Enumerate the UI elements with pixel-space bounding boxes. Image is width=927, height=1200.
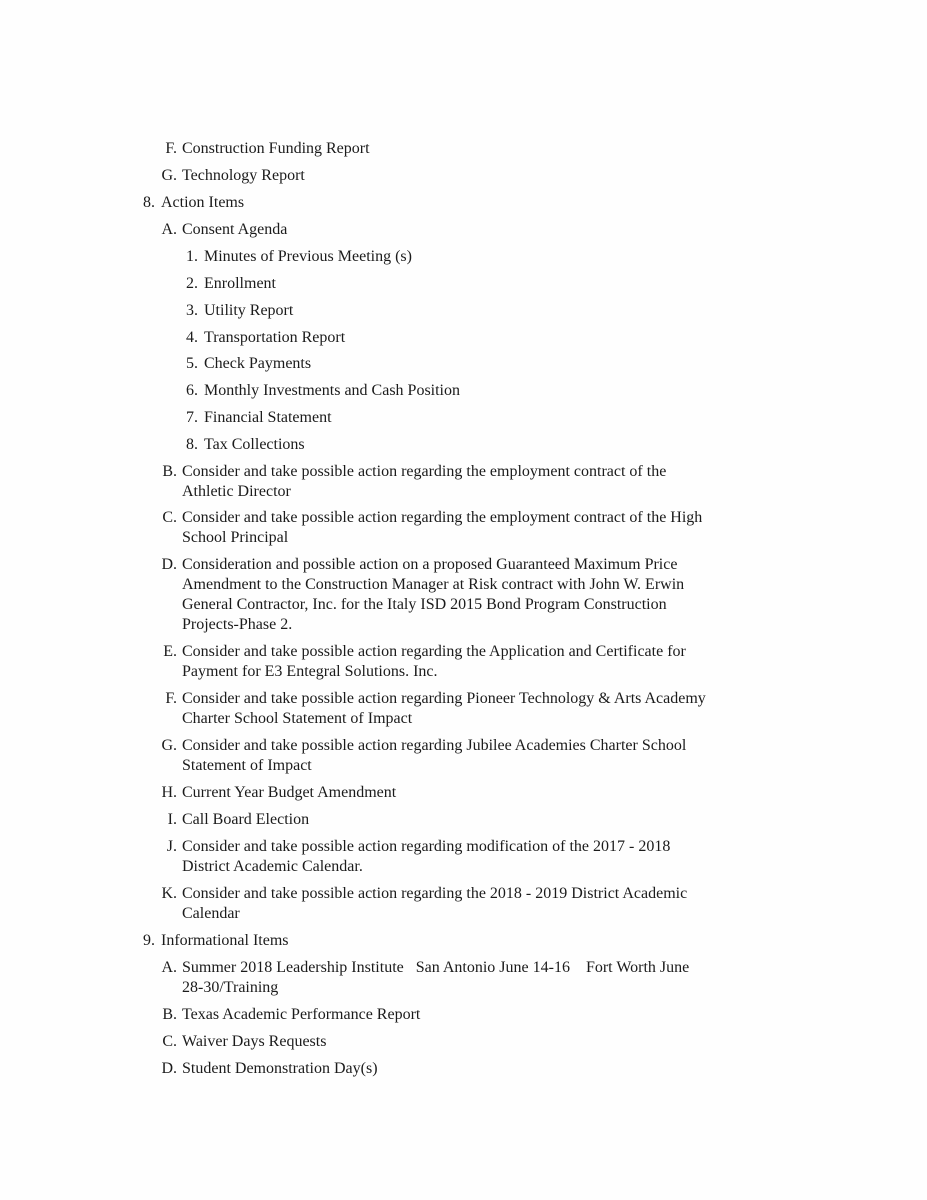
agenda-item-waiver-days <box>150 1032 762 1052</box>
agenda-item-consent-agenda <box>150 220 762 240</box>
item-text-line: Consider and take possible action regarding the employment contract of the <box>182 463 667 480</box>
agenda-item-budget-amendment <box>150 783 762 803</box>
sub-item-text: Minutes of Previous Meeting (s) <box>204 248 412 265</box>
item-text-line: Consideration and possible action on a proposed Guaranteed Maximum Price <box>182 556 678 573</box>
agenda-item-high-school-principal <box>150 508 762 548</box>
item-text-line: General Contractor, Inc. for the Italy ISD 2015 Bond Program Construction <box>182 596 667 613</box>
item-marker: D. <box>161 1060 177 1077</box>
sub-item-text: Financial Statement <box>204 409 332 426</box>
item-text <box>182 958 762 998</box>
item-marker: C. <box>162 1033 177 1050</box>
sub-item-marker: 4. <box>186 329 198 346</box>
item-text-line: Consider and take possible action regarding the 2018 - 2019 District Academic <box>182 885 688 902</box>
item-marker: J. <box>166 838 177 855</box>
sub-item-text: Tax Collections <box>204 436 305 453</box>
item-text-line: Charter School Statement of Impact <box>182 710 413 727</box>
agenda-item-board-election <box>150 810 762 830</box>
sub-item-text: Monthly Investments and Cash Position <box>204 382 460 399</box>
item-text-line: Projects-Phase 2. <box>182 616 293 633</box>
sub-item-marker: 8. <box>186 436 198 453</box>
item-marker: A. <box>161 959 177 976</box>
consent-item-enrollment <box>172 274 744 294</box>
sub-item-text: Transportation Report <box>204 329 346 346</box>
item-marker: H. <box>161 784 177 801</box>
agenda-item-guaranteed-maximum-price <box>150 555 762 635</box>
sub-item-marker: 3. <box>186 302 198 319</box>
sub-item-marker: 1. <box>186 248 198 265</box>
consent-item-minutes <box>172 247 744 267</box>
item-text: Current Year Budget Amendment <box>182 784 397 801</box>
item-marker: K. <box>161 885 177 902</box>
agenda-item-calendar-2018-2019 <box>150 884 762 924</box>
consent-item-financial-statement <box>172 408 744 428</box>
section-title: Action Items <box>161 194 245 211</box>
item-text: Student Demonstration Day(s) <box>182 1060 378 1077</box>
item-text-line: Consider and take possible action regarding modification of the 2017 - 2018 <box>182 838 671 855</box>
agenda-item-jubilee-charter <box>150 736 762 776</box>
item-marker: G. <box>161 737 177 754</box>
item-text: Texas Academic Performance Report <box>182 1006 421 1023</box>
item-text: Technology Report <box>182 167 305 184</box>
agenda-item-construction-funding <box>150 139 762 159</box>
item-marker: B. <box>162 463 177 480</box>
item-marker: F. <box>165 140 177 157</box>
agenda-item-student-demonstration <box>150 1059 762 1079</box>
item-text: Construction Funding Report <box>182 140 370 157</box>
agenda-item-athletic-director <box>150 462 762 502</box>
item-text-line: Calendar <box>182 905 240 922</box>
item-marker: D. <box>161 556 177 573</box>
item-text-line: Consider and take possible action regarding the Application and Certificate for <box>182 643 686 660</box>
item-text <box>182 508 762 548</box>
item-text-line: Summer 2018 Leadership Institute San Antonio June 14-16 Fort Worth June <box>182 959 690 976</box>
consent-item-check-payments <box>172 354 744 374</box>
sub-item-text: Check Payments <box>204 355 312 372</box>
sub-item-text: Utility Report <box>204 302 294 319</box>
item-text <box>182 736 762 776</box>
consent-item-utility-report <box>172 301 744 321</box>
sub-item-marker: 5. <box>186 355 198 372</box>
item-marker: B. <box>162 1006 177 1023</box>
item-marker: E. <box>163 643 177 660</box>
sub-item-marker: 7. <box>186 409 198 426</box>
sub-item-marker: 2. <box>186 275 198 292</box>
section-marker: 8. <box>143 194 155 211</box>
item-text-line: District Academic Calendar. <box>182 858 363 875</box>
item-text: Waiver Days Requests <box>182 1033 327 1050</box>
item-text: Consent Agenda <box>182 221 288 238</box>
item-marker: A. <box>161 221 177 238</box>
item-text-line: Athletic Director <box>182 483 291 500</box>
section-title: Informational Items <box>161 932 289 949</box>
item-text <box>182 462 762 502</box>
consent-item-transportation-report <box>172 328 744 348</box>
agenda-section-action-items <box>130 193 761 213</box>
item-text-line: 28-30/Training <box>182 979 279 996</box>
agenda-item-e3-payment <box>150 642 762 682</box>
agenda-item-leadership-institute <box>150 958 762 998</box>
item-text <box>182 884 762 924</box>
section-marker: 9. <box>143 932 155 949</box>
sub-item-marker: 6. <box>186 382 198 399</box>
item-text-line: Payment for E3 Entegral Solutions. Inc. <box>182 663 438 680</box>
item-marker: I. <box>167 811 177 828</box>
item-marker: C. <box>162 509 177 526</box>
item-text <box>182 642 762 682</box>
item-text-line: Consider and take possible action regarding Jubilee Academies Charter School <box>182 737 687 754</box>
item-text-line: Amendment to the Construction Manager at Risk contract with John W. Erwin <box>182 576 685 593</box>
agenda-item-pioneer-charter <box>150 689 762 729</box>
item-text-line: School Principal <box>182 529 289 546</box>
agenda-item-tapr <box>150 1005 762 1025</box>
item-text <box>182 555 762 635</box>
consent-item-investments <box>172 381 744 401</box>
item-text-line: Consider and take possible action regarding Pioneer Technology & Arts Academy <box>182 690 706 707</box>
agenda-section-informational-items <box>130 931 761 951</box>
item-text <box>182 837 762 877</box>
agenda-item-calendar-2017-2018 <box>150 837 762 877</box>
item-text-line: Consider and take possible action regarding the employment contract of the High <box>182 509 703 526</box>
item-marker: G. <box>161 167 177 184</box>
item-text-line: Statement of Impact <box>182 757 312 774</box>
agenda-item-technology-report <box>150 166 762 186</box>
item-text <box>182 689 762 729</box>
consent-item-tax-collections <box>172 435 744 455</box>
item-text: Call Board Election <box>182 811 310 828</box>
item-marker: F. <box>165 690 177 707</box>
sub-item-text: Enrollment <box>204 275 276 292</box>
